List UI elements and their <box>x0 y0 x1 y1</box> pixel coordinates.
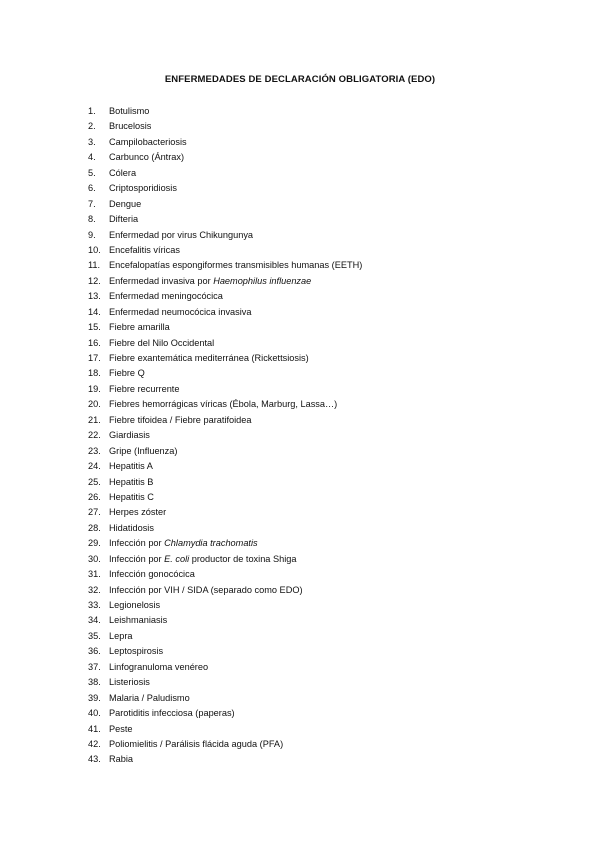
label-text: Hidatidosis <box>109 522 154 533</box>
list-item-number: 8. <box>88 214 96 225</box>
list-item-label <box>109 752 133 767</box>
list-item <box>88 536 362 551</box>
list-item <box>88 289 362 304</box>
label-text: Gripe (Influenza) <box>109 445 178 456</box>
italic-term: Chlamydia trachomatis <box>164 538 258 549</box>
list-item-label <box>109 629 133 644</box>
list-item-label <box>109 351 309 366</box>
list-item <box>88 629 362 644</box>
list-item <box>88 691 362 706</box>
list-item-label <box>109 413 252 428</box>
list-item-label <box>109 428 150 443</box>
list-item <box>88 583 362 598</box>
list-item-number: 40. <box>88 708 101 719</box>
list-item-number: 17. <box>88 353 101 363</box>
label-text: Botulismo <box>109 106 150 116</box>
list-item-number: 10. <box>88 244 101 255</box>
list-item-number: 42. <box>88 738 101 749</box>
list-item <box>88 166 362 181</box>
list-item <box>88 135 362 150</box>
list-item <box>88 675 362 690</box>
list-item-number: 33. <box>88 600 101 610</box>
list-item-number: 1. <box>88 106 96 116</box>
list-item-label <box>109 722 133 737</box>
list-item-label <box>109 274 311 289</box>
list-item-label <box>109 613 167 628</box>
list-item-label <box>109 382 179 397</box>
list-item-number: 39. <box>88 692 101 703</box>
list-item-number: 34. <box>88 615 101 626</box>
list-item-label <box>109 644 163 659</box>
list-item <box>88 475 362 490</box>
label-text: Malaria / Paludismo <box>109 692 190 703</box>
label-text: Enfermedad meningocócica <box>109 291 223 302</box>
label-text: Infección por <box>109 553 165 564</box>
list-item-label <box>109 706 235 721</box>
list-item <box>88 413 362 428</box>
label-text: Enfermedad invasiva por <box>109 275 214 286</box>
list-item-number: 4. <box>88 152 96 163</box>
list-item-number: 12. <box>88 275 101 286</box>
list-item <box>88 366 362 381</box>
label-text: Fiebres hemorrágicas víricas (Ébola, Marburg, Lassa…) <box>109 399 338 410</box>
list-item-number: 35. <box>88 630 101 641</box>
list-item-label <box>109 366 145 381</box>
list-item <box>88 258 362 273</box>
list-item <box>88 274 362 289</box>
label-text: productor de toxina Shiga <box>189 553 297 564</box>
list-item-number: 7. <box>88 198 96 209</box>
list-item <box>88 459 362 474</box>
label-text: Fiebre Q <box>109 368 145 379</box>
list-item <box>88 613 362 628</box>
label-text: Fiebre exantemática mediterránea (Rickettsiosis) <box>109 353 309 363</box>
list-item-number: 37. <box>88 661 101 672</box>
list-item <box>88 243 362 258</box>
label-text: Leishmaniasis <box>109 615 168 626</box>
label-text: Peste <box>109 723 133 734</box>
label-text: Brucelosis <box>109 121 152 132</box>
list-item <box>88 197 362 212</box>
label-text: Poliomielitis / Parálisis flácida aguda (PFA) <box>109 738 284 749</box>
list-item <box>88 397 362 412</box>
list-item <box>88 521 362 536</box>
list-item-label <box>109 243 180 258</box>
label-text: Enfermedad neumocócica invasiva <box>109 306 252 317</box>
list-item-label <box>109 258 362 273</box>
list-item-label <box>109 289 223 304</box>
list-item-label <box>109 505 166 520</box>
list-item-number: 2. <box>88 121 96 132</box>
label-text: Giardiasis <box>109 430 150 441</box>
list-item-label <box>109 320 170 335</box>
label-text: Parotiditis infecciosa (paperas) <box>109 708 235 719</box>
list-item-number: 19. <box>88 383 101 394</box>
list-item <box>88 382 362 397</box>
label-text: Lepra <box>109 630 133 641</box>
list-item-number: 6. <box>88 183 96 194</box>
list-item <box>88 228 362 243</box>
list-item <box>88 660 362 675</box>
label-text: Fiebre del Nilo Occidental <box>109 337 215 348</box>
list-item <box>88 737 362 752</box>
list-item-label <box>109 397 337 412</box>
list-item-number: 16. <box>88 337 101 348</box>
label-text: Criptosporidiosis <box>109 183 177 194</box>
list-item-label <box>109 197 141 212</box>
list-item-label <box>109 737 283 752</box>
label-text: Infección por VIH / SIDA (separado como EDO) <box>109 584 303 595</box>
list-item-label <box>109 119 151 134</box>
list-item-number: 27. <box>88 507 101 518</box>
list-item-number: 22. <box>88 430 101 441</box>
list-item <box>88 305 362 320</box>
label-text: Fiebre amarilla <box>109 322 170 333</box>
list-item-label <box>109 490 154 505</box>
list-item-label <box>109 228 253 243</box>
document-title: ENFERMEDADES DE DECLARACIÓN OBLIGATORIA (EDO) <box>164 74 436 85</box>
list-item-number: 41. <box>88 723 101 734</box>
list-item-label <box>109 444 177 459</box>
list-item-label <box>109 536 258 551</box>
list-item-number: 23. <box>88 445 101 456</box>
label-text: Carbunco (Ántrax) <box>109 152 185 163</box>
list-item-label <box>109 475 153 490</box>
list-item <box>88 752 362 767</box>
list-item <box>88 505 362 520</box>
list-item-label <box>109 660 208 675</box>
list-item <box>88 722 362 737</box>
list-item <box>88 706 362 721</box>
list-item <box>88 428 362 443</box>
list-item <box>88 336 362 351</box>
label-text: Legionelosis <box>109 600 161 610</box>
list-item-number: 26. <box>88 491 101 502</box>
list-item-number: 25. <box>88 476 101 487</box>
label-text: Fiebre recurrente <box>109 383 180 394</box>
list-item-label <box>109 691 190 706</box>
list-item-number: 43. <box>88 754 101 765</box>
list-item <box>88 567 362 582</box>
list-item-number: 11. <box>88 260 101 271</box>
disease-list <box>88 104 362 768</box>
list-item-number: 5. <box>88 167 96 178</box>
italic-term: Haemophilus influenzae <box>213 275 312 286</box>
list-item <box>88 119 362 134</box>
label-text: Hepatitis B <box>109 476 154 487</box>
label-text: Cólera <box>109 167 137 178</box>
list-item-number: 36. <box>88 646 101 657</box>
list-item-number: 32. <box>88 584 101 595</box>
list-item-number: 24. <box>88 461 101 472</box>
list-item-number: 29. <box>88 538 101 549</box>
label-text: Encefalopatías espongiformes transmisibles humanas (EETH) <box>109 260 363 271</box>
list-item-number: 15. <box>88 322 101 333</box>
list-item-number: 9. <box>88 229 96 240</box>
italic-term: E. coli <box>164 553 190 564</box>
list-item-number: 21. <box>88 414 101 425</box>
list-item <box>88 644 362 659</box>
label-text: Encefalitis víricas <box>109 244 180 255</box>
label-text: Dengue <box>109 198 142 209</box>
list-item-number: 3. <box>88 136 96 147</box>
label-text: Listeriosis <box>109 677 150 688</box>
list-item-label <box>109 583 303 598</box>
list-item-number: 20. <box>88 399 101 410</box>
list-item-label <box>109 521 154 536</box>
list-item-label <box>109 675 150 690</box>
list-item <box>88 320 362 335</box>
list-item-label <box>109 336 214 351</box>
list-item-label <box>109 104 149 119</box>
list-item-number: 14. <box>88 306 101 317</box>
list-item-label <box>109 166 136 181</box>
list-item-label <box>109 135 187 150</box>
list-item-label <box>109 181 177 196</box>
label-text: Fiebre tifoidea / Fiebre paratifoidea <box>109 414 252 425</box>
list-item-label <box>109 567 195 582</box>
label-text: Infección gonocócica <box>109 569 195 580</box>
label-text: Hepatitis C <box>109 491 154 502</box>
list-item-number: 13. <box>88 291 101 302</box>
list-item-label <box>109 212 138 227</box>
list-item <box>88 212 362 227</box>
list-item <box>88 598 362 613</box>
list-item-label <box>109 552 296 567</box>
label-text: Enfermedad por virus Chikungunya <box>109 229 254 240</box>
label-text: Campilobacteriosis <box>109 136 187 147</box>
list-item <box>88 552 362 567</box>
label-text: Leptospirosis <box>109 646 164 657</box>
list-item <box>88 351 362 366</box>
list-item-label <box>109 150 184 165</box>
list-item <box>88 490 362 505</box>
list-item <box>88 444 362 459</box>
label-text: Herpes zóster <box>109 507 167 518</box>
label-text: Infección por <box>109 538 165 549</box>
list-item <box>88 104 362 119</box>
list-item-label <box>109 598 160 613</box>
list-item-number: 28. <box>88 522 101 533</box>
list-item-label <box>109 305 251 320</box>
list-item <box>88 150 362 165</box>
list-item-number: 38. <box>88 677 101 688</box>
list-item-label <box>109 459 153 474</box>
list-item <box>88 181 362 196</box>
label-text: Linfogranuloma venéreo <box>109 661 209 672</box>
list-item-number: 31. <box>88 569 101 580</box>
list-item-number: 18. <box>88 368 101 379</box>
list-item-number: 30. <box>88 553 101 564</box>
label-text: Difteria <box>109 214 139 225</box>
label-text: Rabia <box>109 754 134 765</box>
label-text: Hepatitis A <box>109 461 153 472</box>
